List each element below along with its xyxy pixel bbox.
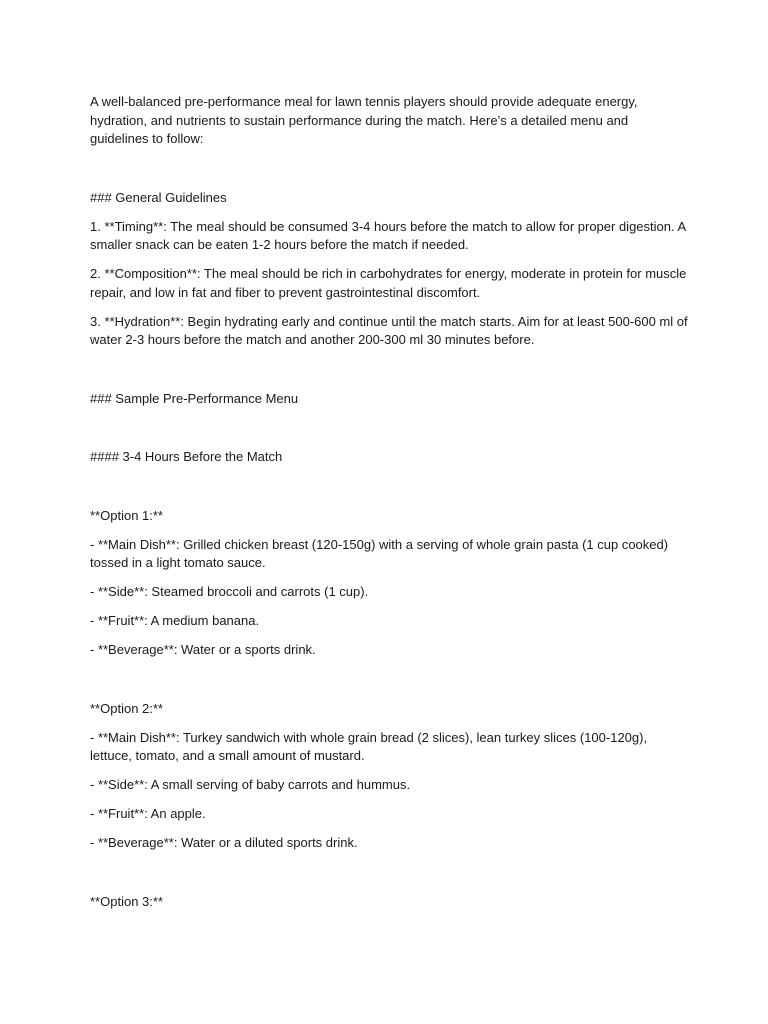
option-2-beverage: - **Beverage**: Water or a diluted sports drink. — [90, 835, 358, 850]
option-2-fruit: - **Fruit**: An apple. — [90, 806, 206, 821]
option-1-main-dish: - **Main Dish**: Grilled chicken breast (120-150g) with a serving of whole grain pasta (1 cup cooked) tossed in a light tomato sauce. — [90, 536, 669, 570]
option-1-title: **Option 1:** — [90, 507, 163, 523]
option-1-fruit: - **Fruit**: A medium banana. — [90, 613, 260, 628]
option-2-title: **Option 2:** — [90, 700, 163, 716]
document-body — [90, 93, 690, 911]
guideline-hydration: 3. **Hydration**: Begin hydrating early and continue until the match starts. Aim for at least 500-600 ml of water 2-3 hours before the match and another 200-300 ml 30 minutes before. — [90, 313, 688, 347]
option-2-side: - **Side**: A small serving of baby carrots and hummus. — [90, 777, 411, 792]
sample-menu-heading: ### Sample Pre-Performance Menu — [90, 390, 299, 406]
intro-paragraph: A well-balanced pre-performance meal for lawn tennis players should provide adequate energy, hydration, and nutrients to sustain performance during the match. Here’s a detailed menu and guidelines to follow: — [90, 94, 638, 146]
guideline-timing: 1. **Timing**: The meal should be consumed 3-4 hours before the match to allow for proper digestion. A smaller snack can be eaten 1-2 hours before the match if needed. — [90, 218, 686, 252]
option-1-side: - **Side**: Steamed broccoli and carrots (1 cup). — [90, 584, 369, 599]
general-guidelines-heading: ### General Guidelines — [90, 189, 227, 205]
option-3-title: **Option 3:** — [90, 893, 163, 909]
option-2-main-dish: - **Main Dish**: Turkey sandwich with whole grain bread (2 slices), lean turkey slices (100-120g), lettuce, tomato, and a small amount of mustard. — [90, 729, 648, 763]
timing-subheading: #### 3-4 Hours Before the Match — [90, 449, 283, 464]
option-1-beverage: - **Beverage**: Water or a sports drink. — [90, 642, 316, 657]
guideline-composition: 2. **Composition**: The meal should be rich in carbohydrates for energy, moderate in protein for muscle repair, and low in fat and fiber to prevent gastrointestinal discomfort. — [90, 266, 687, 300]
